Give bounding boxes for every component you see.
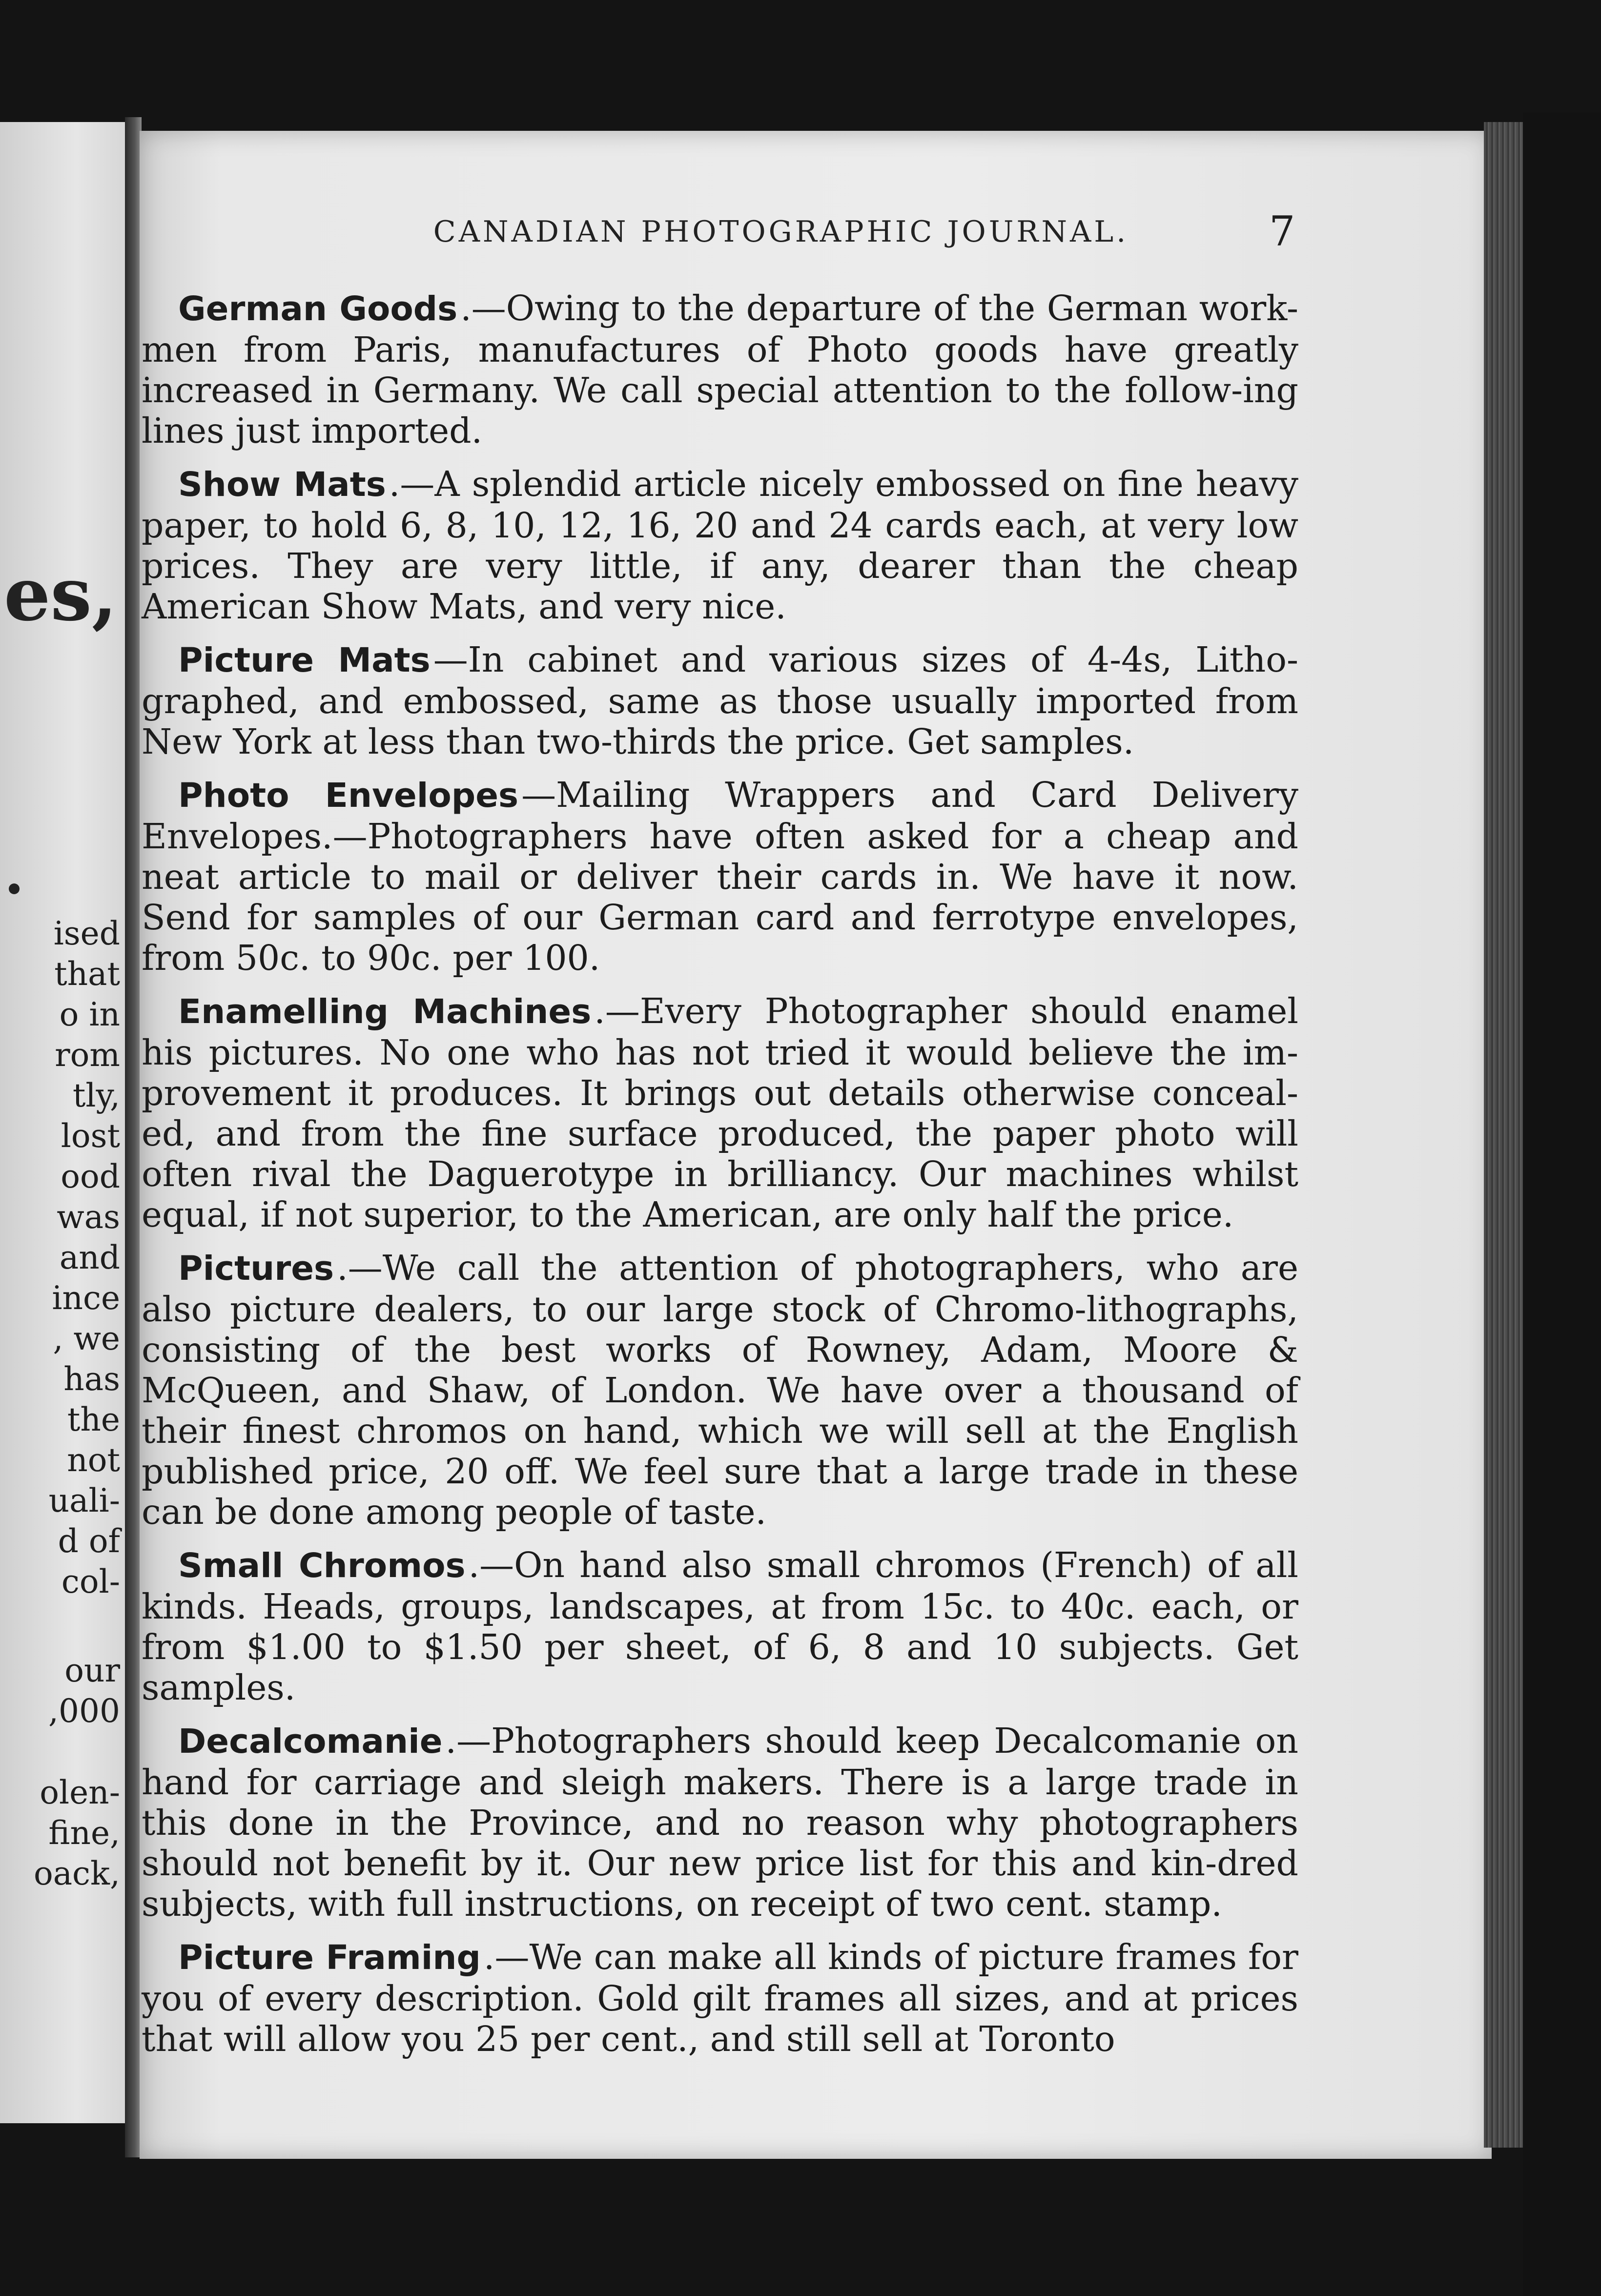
left-page-line-fragment: tly,: [72, 1077, 120, 1114]
paragraph-heading: Picture Framing: [178, 1938, 481, 1977]
paragraph-picture-mats: [142, 639, 1298, 762]
paragraph-text: .—Owing to the departure of the German work-men from Paris, manufactures of Photo goods have greatly increased in Germany. We call special attention to the follow-ing lines just imported.: [142, 288, 1299, 451]
paragraph-text: .—We can make all kinds of picture frames for you of every description. Gold gilt frames all sizes, and at prices that will allow you 25 per cent., and still sell at Toronto: [142, 1937, 1298, 2059]
paragraph-heading: Decalcomanie: [178, 1722, 443, 1761]
left-page-line-fragment: has: [63, 1360, 120, 1398]
left-page-line-fragment: was: [57, 1198, 120, 1236]
left-page-line-fragment: oack,: [33, 1855, 120, 1892]
paragraph-show-mats: [142, 464, 1298, 627]
left-page-line-fragment: that: [54, 955, 120, 993]
left-page-line-fragment: lost: [61, 1117, 120, 1155]
book-gutter: [125, 117, 142, 2157]
left-page-line-fragment: and: [59, 1239, 120, 1276]
paragraph-photo-envelopes: [142, 775, 1298, 978]
paragraph-heading: Picture Mats: [178, 641, 431, 680]
paragraph-heading: Show Mats: [178, 465, 386, 504]
article-body: [142, 288, 1298, 2072]
paragraph-pictures: [142, 1248, 1298, 1532]
paragraph-german-goods: [142, 288, 1298, 451]
paragraph-decalcomanie: [142, 1721, 1298, 1924]
left-page-line-fragment: col-: [61, 1563, 120, 1600]
left-page-line-fragment: uali-: [48, 1482, 120, 1519]
paragraph-picture-framing: [142, 1937, 1298, 2059]
left-page-line-fragment: ood: [61, 1158, 120, 1195]
paragraph-heading: Pictures: [178, 1249, 334, 1288]
left-page-line-fragment: , we: [53, 1320, 120, 1357]
paragraph-heading: German Goods: [178, 289, 458, 328]
left-page-heading-fragment: es,: [4, 552, 118, 637]
paragraph-heading: Small Chromos: [178, 1546, 466, 1585]
paragraph-heading: Enamelling Machines: [178, 992, 592, 1031]
paragraph-enamelling-machines: [142, 991, 1298, 1235]
page-edge-shadow: [1523, 112, 1601, 2296]
left-page-line-fragment: fine,: [48, 1814, 120, 1852]
page-number: 7: [1269, 207, 1295, 255]
left-page-line-fragment: olen-: [40, 1774, 120, 1811]
paragraph-heading: Photo Envelopes: [178, 776, 519, 815]
running-header: CANADIAN PHOTOGRAPHIC JOURNAL.: [433, 215, 1129, 249]
left-page-line-fragment: o in: [59, 996, 120, 1033]
paragraph-text: .—We call the attention of photographers, who are also picture dealers, to our large stock of Chromo-lithographs, consisting of the best works of Rowney, Adam, Moore & McQueen, and Shaw, of London. We have over a thousand of their finest chromos on hand, which we will sell at the English published price, 20 off. We feel sure that a large trade in these can be done among people of taste.: [142, 1248, 1298, 1532]
paragraph-text: .—Every Photographer should enamel his pictures. No one who has not tried it would believe the im-provement it produces. It brings out details otherwise conceal-ed, and from the fine surface produced, the paper photo will often rival the Daguerotype in brilliancy. Our machines whilst equal, if not superior, to the American, are only half the price.: [142, 991, 1298, 1235]
paragraph-text: .—A splendid article nicely embossed on fine heavy paper, to hold 6, 8, 10, 12, 16, 20 and 24 cards each, at very low prices. They are very little, if any, dearer than the cheap American Show Mats, and very nice.: [142, 464, 1298, 627]
left-page-line-fragment: the: [67, 1401, 120, 1438]
left-page-line-fragment: d of: [58, 1522, 120, 1560]
paragraph-text: —In cabinet and various sizes of 4-4s, Litho-graphed, and embossed, same as those usually imported from New York at less than two-thirds the price. Get samples.: [142, 639, 1298, 762]
left-page-line-fragment: ised: [53, 915, 120, 952]
left-page-line-fragment: not: [67, 1441, 120, 1479]
left-page-line-fragment: ince: [52, 1279, 120, 1317]
left-page-line-fragment: ,000: [48, 1692, 120, 1730]
left-page-bullet-mark: [9, 883, 20, 894]
left-page-fragment: [0, 122, 127, 2123]
paragraph-text: .—On hand also small chromos (French) of all kinds. Heads, groups, landscapes, at from 15c. to 40c. each, or from $1.00 to $1.50 per sheet, of 6, 8 and 10 subjects. Get samples.: [142, 1545, 1299, 1708]
left-page-line-fragment: our: [64, 1652, 120, 1689]
paragraph-text: .—Photographers should keep Decalcomanie on hand for carriage and sleigh makers. There is a large trade in this done in the Province, and no reason why photographers should not benefit by it. Our new price list for this and kin-dred subjects, with full instructions, on receipt of two cent. stamp.: [142, 1721, 1298, 1924]
left-page-line-fragment: rom: [55, 1036, 120, 1074]
paragraph-small-chromos: [142, 1545, 1298, 1708]
paragraph-text: —Mailing Wrappers and Card Delivery Envelopes.—Photographers have often asked for a cheap and neat article to mail or deliver their cards in. We have it now. Send for samples of our German card and ferrotype envelopes, from 50c. to 90c. per 100.: [142, 775, 1298, 978]
